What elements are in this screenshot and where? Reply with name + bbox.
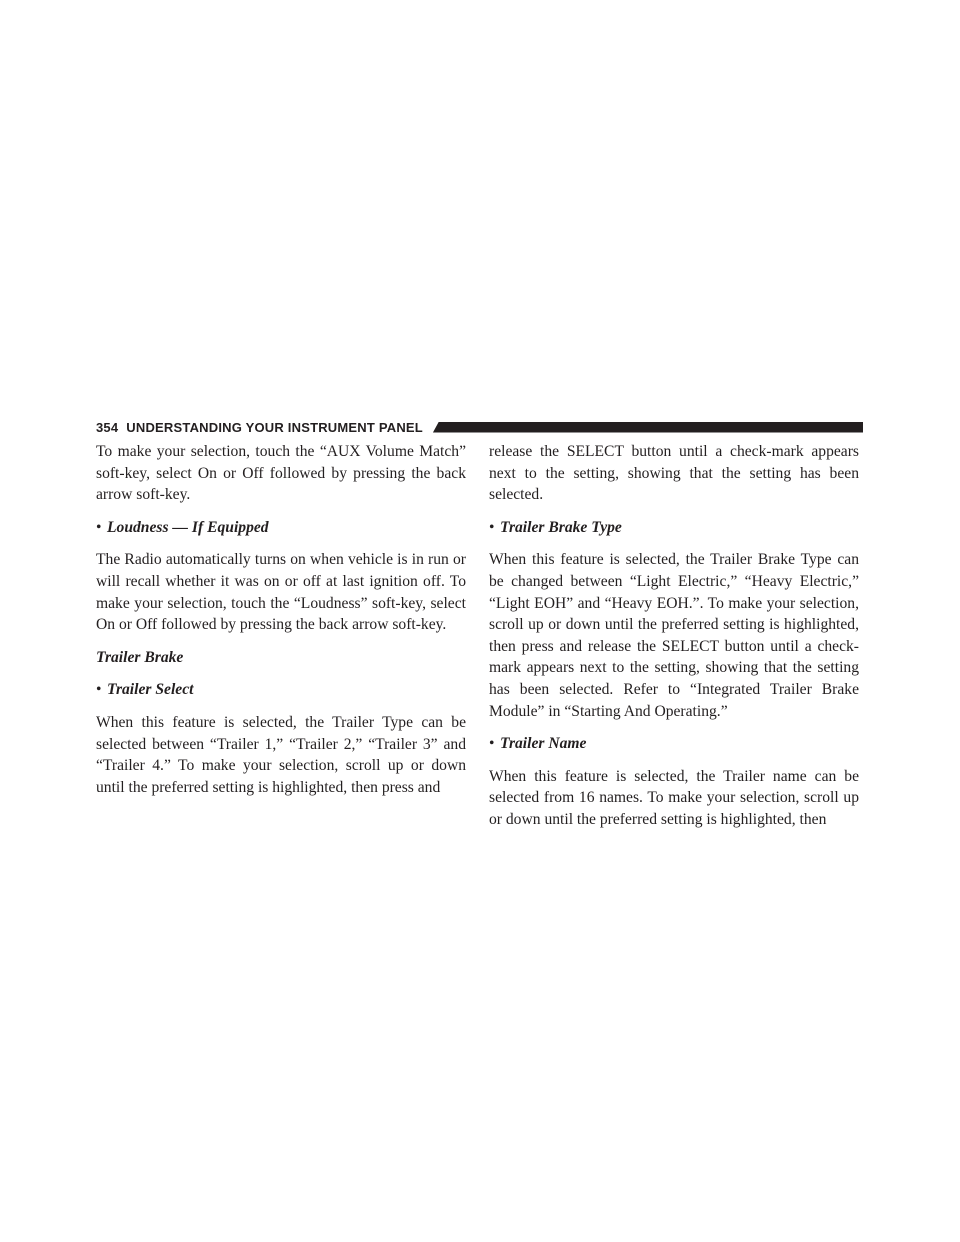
page-header: [96, 418, 863, 436]
loudness-bullet-label: Loudness — If Equipped: [107, 518, 269, 536]
left-column: [96, 441, 466, 809]
loudness-bullet: [96, 517, 466, 539]
aux-volume-paragraph: To make your selection, touch the “AUX Volume Match” soft-key, select On or Off followed by pressing the back arrow soft-key.: [96, 443, 466, 504]
loudness-paragraph: The Radio automatically turns on when vehicle is in run or will recall whether it was on or off at last ignition off. To make your selection, touch the “Loudness” soft-key, select On or Off followed by pressing the back arrow soft-key.: [96, 551, 466, 634]
continued-paragraph: release the SELECT button until a check-mark appears next to the setting, showing that the setting has been selected.: [489, 443, 859, 504]
trailer-name-paragraph: When this feature is selected, the Trailer name can be selected from 16 names. To make your selection, scroll up or down until the preferred setting is highlighted, then: [489, 767, 859, 828]
bullet-glyph: •: [489, 518, 495, 536]
right-column: [489, 441, 859, 842]
section-title: UNDERSTANDING YOUR INSTRUMENT PANEL: [126, 419, 423, 435]
trailer-name-bullet: [489, 733, 859, 755]
bullet-glyph: •: [489, 735, 495, 753]
trailer-brake-type-paragraph: When this feature is selected, the Trailer Brake Type can be changed between “Light Electric,” “Heavy Electric,” “Light EOH” and “Heavy EOH.”. To make your selection, scroll up or down until the preferred setting is highlighted, then press and release the SELECT button until a check-mark appears next to the setting, showing that the setting has been selected. Refer to “Integrated Trailer Brake Module” in “Starting And Operating.”: [489, 551, 859, 720]
trailer-brake-heading: Trailer Brake: [96, 648, 184, 666]
trailer-select-paragraph: When this feature is selected, the Trailer Type can be selected between “Trailer 1,” “Trailer 2,” “Trailer 3” and “Trailer 4.” To make your selection, scroll up or down until the preferred setting is highlighted, then press and: [96, 713, 466, 796]
trailer-brake-type-bullet-label: Trailer Brake Type: [500, 518, 622, 536]
trailer-name-bullet-label: Trailer Name: [500, 735, 587, 753]
trailer-select-bullet: [96, 679, 466, 701]
trailer-brake-type-bullet: [489, 517, 859, 539]
bullet-glyph: •: [96, 681, 102, 699]
trailer-select-bullet-label: Trailer Select: [107, 681, 194, 699]
page-number: 354: [96, 419, 119, 435]
header-rule-bar: [433, 422, 863, 433]
bullet-glyph: •: [96, 518, 102, 536]
